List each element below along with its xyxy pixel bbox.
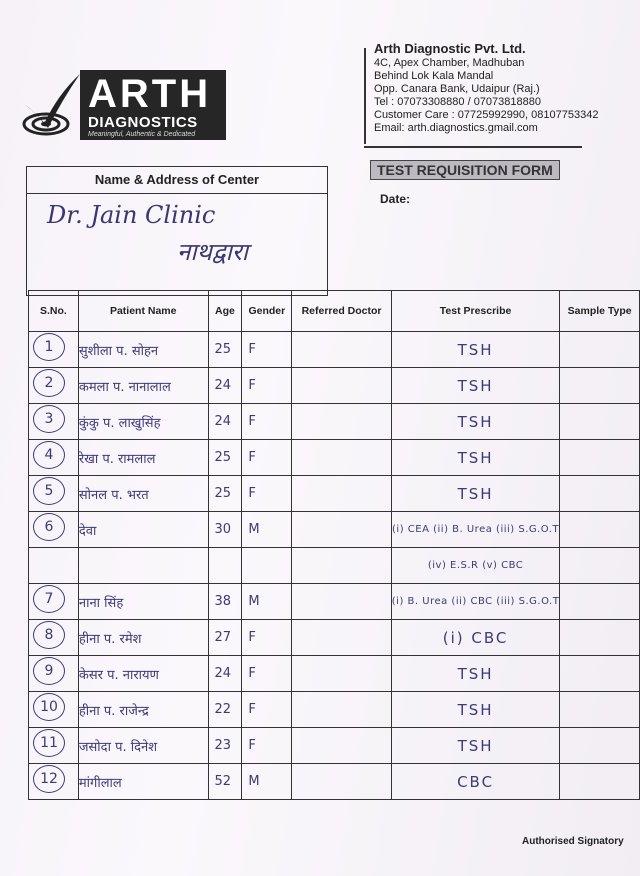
referred-doctor-cell [292, 656, 391, 692]
age-cell: 38 [208, 584, 242, 620]
age-cell: 25 [208, 332, 242, 368]
test-prescribe-cell: TSH [391, 332, 560, 368]
table-row [29, 440, 640, 476]
company-info [374, 42, 624, 135]
referred-doctor-cell [292, 512, 391, 548]
center-heading: Name & Address of Center [27, 167, 327, 194]
gender-cell: F [242, 368, 292, 404]
referred-doctor-cell [292, 584, 391, 620]
referred-doctor-cell [292, 440, 391, 476]
header-age: Age [208, 291, 242, 332]
table-row [29, 548, 640, 584]
patient-name-cell: जसोदा प. दिनेश [78, 728, 208, 764]
sno-circle: 9 [33, 657, 65, 685]
test-prescribe-cell: (iv) E.S.R (v) CBC [391, 548, 560, 584]
test-prescribe-cell: TSH [391, 728, 560, 764]
center-box [26, 166, 328, 296]
sample-type-cell [560, 764, 640, 800]
age-cell: 22 [208, 692, 242, 728]
sno-circle: 7 [33, 585, 65, 613]
sno-circle: 10 [33, 693, 65, 721]
test-prescribe-cell: TSH [391, 476, 560, 512]
telephone: Tel : 07073308880 / 07073818880 [374, 96, 541, 108]
sno-circle: 11 [33, 729, 65, 757]
referred-doctor-cell [292, 692, 391, 728]
patient-name-cell: देवा [78, 512, 208, 548]
sno-circle: 8 [33, 621, 65, 649]
referred-doctor-cell [292, 620, 391, 656]
address-line: 4C, Apex Chamber, Madhuban [374, 57, 525, 69]
age-cell: 23 [208, 728, 242, 764]
header-gender: Gender [242, 291, 292, 332]
sample-type-cell [560, 440, 640, 476]
sample-type-cell [560, 584, 640, 620]
referred-doctor-cell [292, 332, 391, 368]
logo-diagnostics-text: DIAGNOSTICS [88, 114, 198, 131]
sno-circle: 5 [33, 477, 65, 505]
date-label: Date: [380, 192, 411, 206]
sno-circle: 1 [33, 333, 65, 361]
gender-cell [242, 548, 292, 584]
age-cell: 24 [208, 656, 242, 692]
header-patient-name: Patient Name [78, 291, 208, 332]
patient-name-cell: केसर प. नारायण [78, 656, 208, 692]
table-row [29, 368, 640, 404]
sno-cell [29, 332, 79, 368]
company-name: Arth Diagnostic Pvt. Ltd. [374, 41, 526, 56]
sample-type-cell [560, 368, 640, 404]
sno-cell [29, 692, 79, 728]
patient-name-cell: कमला प. नानालाल [78, 368, 208, 404]
sno-cell [29, 548, 79, 584]
test-prescribe-cell: TSH [391, 368, 560, 404]
center-name: Dr. Jain Clinic [47, 201, 216, 229]
sample-type-cell [560, 728, 640, 764]
gender-cell: M [242, 512, 292, 548]
sno-circle: 6 [33, 513, 65, 541]
table-row [29, 512, 640, 548]
sample-type-cell [560, 332, 640, 368]
table-header-row [29, 291, 640, 332]
patient-name-cell: हीना प. राजेन्द्र [78, 692, 208, 728]
patient-name-cell: सुशीला प. सोहन [78, 332, 208, 368]
sno-cell [29, 368, 79, 404]
test-prescribe-cell: TSH [391, 692, 560, 728]
gender-cell: F [242, 440, 292, 476]
sno-cell [29, 476, 79, 512]
test-prescribe-cell: TSH [391, 656, 560, 692]
sample-type-cell [560, 404, 640, 440]
center-city: नाथद्वारा [177, 238, 248, 266]
age-cell: 25 [208, 440, 242, 476]
sno-circle: 2 [33, 369, 65, 397]
sno-cell [29, 764, 79, 800]
patient-name-cell: सोनल प. भरत [78, 476, 208, 512]
sno-cell [29, 656, 79, 692]
age-cell: 27 [208, 620, 242, 656]
header-rule [364, 146, 582, 148]
test-prescribe-cell: (i) CBC [391, 620, 560, 656]
referred-doctor-cell [292, 548, 391, 584]
header-test-prescribe: Test Prescribe [391, 291, 560, 332]
patient-name-cell: कुंकु प. लाखुसिंह [78, 404, 208, 440]
age-cell: 24 [208, 368, 242, 404]
header-divider [364, 48, 366, 144]
sno-cell [29, 440, 79, 476]
address-line: Behind Lok Kala Mandal [374, 70, 494, 82]
referred-doctor-cell [292, 728, 391, 764]
sample-type-cell [560, 512, 640, 548]
gender-cell: F [242, 656, 292, 692]
sample-type-cell [560, 476, 640, 512]
gender-cell: F [242, 476, 292, 512]
table-row [29, 476, 640, 512]
table-row [29, 620, 640, 656]
table-row [29, 764, 640, 800]
gender-cell: F [242, 404, 292, 440]
sno-circle: 12 [33, 765, 65, 793]
referred-doctor-cell [292, 764, 391, 800]
sno-circle: 4 [33, 441, 65, 469]
referred-doctor-cell [292, 368, 391, 404]
test-prescribe-cell: TSH [391, 440, 560, 476]
email: Email: arth.diagnostics.gmail.com [374, 122, 538, 134]
referred-doctor-cell [292, 404, 391, 440]
header-sample-type: Sample Type [560, 291, 640, 332]
address-line: Opp. Canara Bank, Udaipur (Raj.) [374, 83, 540, 95]
header-sno: S.No. [29, 291, 79, 332]
logo-badge [80, 70, 226, 140]
sample-type-cell [560, 548, 640, 584]
table-row [29, 656, 640, 692]
age-cell [208, 548, 242, 584]
test-prescribe-cell: (i) B. Urea (ii) CBC (iii) S.G.O.T [391, 584, 560, 620]
sno-circle: 3 [33, 405, 65, 433]
test-prescribe-cell: CBC [391, 764, 560, 800]
test-prescribe-cell: TSH [391, 404, 560, 440]
sample-type-cell [560, 620, 640, 656]
patient-name-cell: रेखा प. रामलाल [78, 440, 208, 476]
age-cell: 52 [208, 764, 242, 800]
sno-cell [29, 404, 79, 440]
table-row [29, 584, 640, 620]
age-cell: 25 [208, 476, 242, 512]
sno-cell [29, 512, 79, 548]
patient-name-cell: हीना प. रमेश [78, 620, 208, 656]
patient-name-cell: मांगीलाल [78, 764, 208, 800]
customer-care: Customer Care : 07725992990, 08107753342 [374, 109, 599, 121]
gender-cell: F [242, 332, 292, 368]
table-row [29, 404, 640, 440]
gender-cell: F [242, 692, 292, 728]
age-cell: 30 [208, 512, 242, 548]
table-row [29, 332, 640, 368]
authorised-signatory: Authorised Signatory [522, 836, 624, 847]
patient-name-cell [78, 548, 208, 584]
age-cell: 24 [208, 404, 242, 440]
gender-cell: M [242, 584, 292, 620]
arth-logo [18, 62, 218, 142]
gender-cell: F [242, 728, 292, 764]
gender-cell: M [242, 764, 292, 800]
gender-cell: F [242, 620, 292, 656]
sno-cell [29, 620, 79, 656]
patient-name-cell: नाना सिंह [78, 584, 208, 620]
form-title: TEST REQUISITION FORM [370, 160, 560, 180]
test-prescribe-cell: (i) CEA (ii) B. Urea (iii) S.G.O.T [391, 512, 560, 548]
header-referred-doctor: Referred Doctor [292, 291, 391, 332]
sno-cell [29, 728, 79, 764]
target-check-icon [18, 66, 88, 146]
logo-tagline: Meaningful, Authentic & Dedicated [88, 131, 196, 138]
referred-doctor-cell [292, 476, 391, 512]
sample-type-cell [560, 656, 640, 692]
sample-type-cell [560, 692, 640, 728]
sno-cell [29, 584, 79, 620]
table-row [29, 692, 640, 728]
table-row [29, 728, 640, 764]
logo-arth-text: ARTH [88, 72, 212, 116]
patients-table [28, 290, 640, 800]
